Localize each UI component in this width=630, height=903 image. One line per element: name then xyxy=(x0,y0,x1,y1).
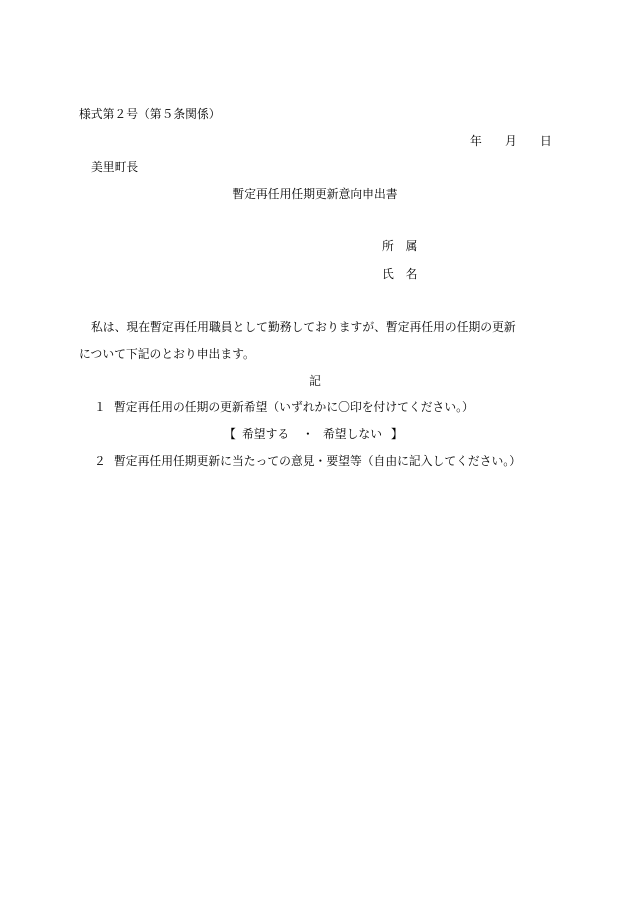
item-2-number: ２ xyxy=(94,454,106,468)
document-title: 暫定再任用任期更新意向申出書 xyxy=(232,187,398,201)
choice-option-not-wish: 希望しない xyxy=(323,427,382,441)
form-number: 様式第２号（第５条関係） xyxy=(79,107,221,121)
body-line-1: 私は、現在暫定再任用職員として勤務しておりますが、暫定再任用の任期の更新 xyxy=(91,320,516,334)
name-label: 氏 名 xyxy=(382,267,418,281)
choice-close-bracket: 】 xyxy=(391,427,403,441)
body-line-2: について下記のとおり申出ます。 xyxy=(79,347,255,361)
item-1-text: 暫定再任用の任期の更新希望（いずれかに〇印を付けてください。） xyxy=(114,400,474,414)
choice-option-wish: 希望する xyxy=(242,427,290,441)
item-2-text: 暫定再任用任期更新に当たっての意見・要望等（自由に記入してください。） xyxy=(114,454,521,468)
item-1-number: １ xyxy=(94,400,106,414)
ki-heading: 記 xyxy=(309,374,321,388)
affiliation-label: 所 属 xyxy=(382,239,418,253)
choice-open-bracket: 【 xyxy=(224,427,236,441)
choice-separator: ・ xyxy=(302,427,314,441)
date-month-label: 月 xyxy=(505,134,517,148)
addressee: 美里町長 xyxy=(91,160,139,174)
date-year-label: 年 xyxy=(470,134,482,148)
date-day-label: 日 xyxy=(540,134,552,148)
